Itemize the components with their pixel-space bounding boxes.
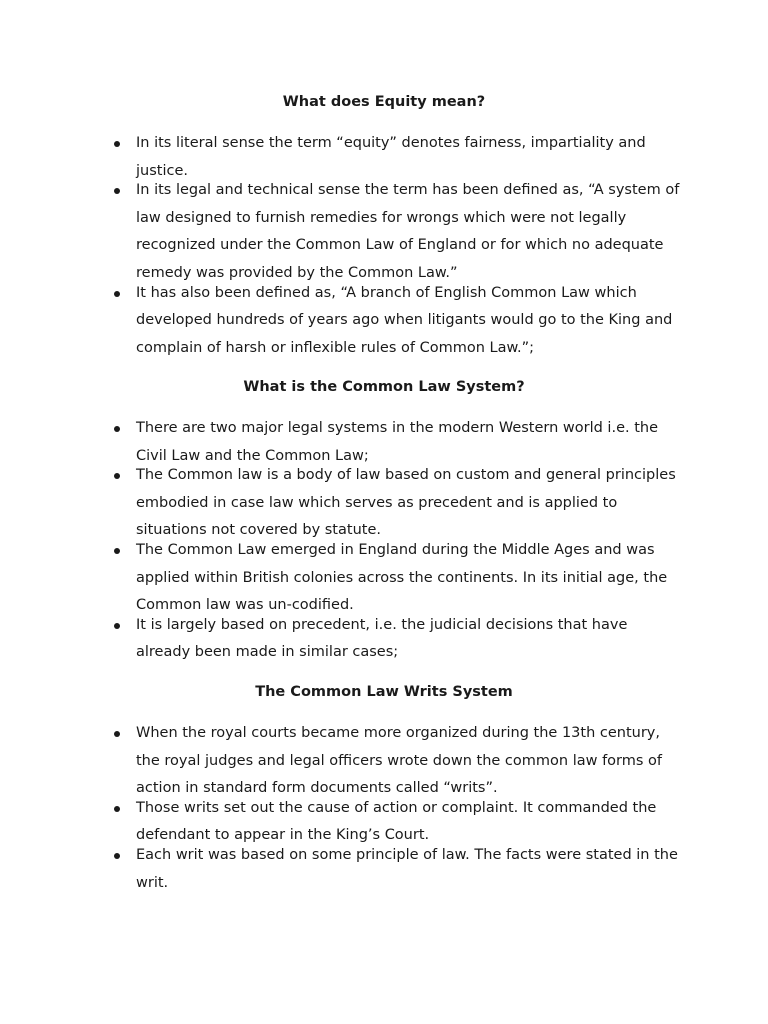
list-item: It has also been defined as, “A branch of English Common Law which developed hundreds of years ago when litigants would go to the King and complain of harsh or inflexible rules of Common Law.”;	[0, 280, 681, 363]
bullet-list-common-law-system	[0, 415, 768, 659]
list-item: Those writs set out the cause of action or complaint. It commanded the defendant to appear in the King’s Court.	[0, 795, 681, 850]
list-item: There are two major legal systems in the modern Western world i.e. the Civil Law and the Common Law;	[0, 415, 681, 470]
section-heading-common-law-system: What is the Common Law System?	[243, 379, 525, 395]
list-item: The Common law is a body of law based on custom and general principles embodied in case law which serves as precedent and is applied to situations not covered by statute.	[0, 462, 681, 545]
list-item: It is largely based on precedent, i.e. the judicial decisions that have already been made in similar cases;	[0, 612, 681, 667]
section-heading-equity: What does Equity mean?	[282, 94, 486, 110]
list-item: The Common Law emerged in England during the Middle Ages and was applied within British colonies across the continents. In its initial age, the Common law was un-codified.	[0, 537, 681, 620]
list-item: When the royal courts became more organized during the 13th century, the royal judges and legal officers wrote down the common law forms of action in standard form documents called “writs”.	[0, 720, 681, 803]
list-item: In its legal and technical sense the term has been defined as, “A system of law designed to furnish remedies for wrongs which were not legally recognized under the Common Law of England or for which no adequate remedy was provided by the Common Law.”	[0, 177, 681, 287]
bullet-list-writs-system	[0, 720, 768, 889]
list-item: In its literal sense the term “equity” denotes fairness, impartiality and justice.	[0, 130, 681, 185]
list-item: Each writ was based on some principle of law. The facts were stated in the writ.	[0, 842, 681, 897]
bullet-list-equity	[0, 130, 768, 354]
section-heading-writs-system: The Common Law Writs System	[255, 684, 513, 700]
